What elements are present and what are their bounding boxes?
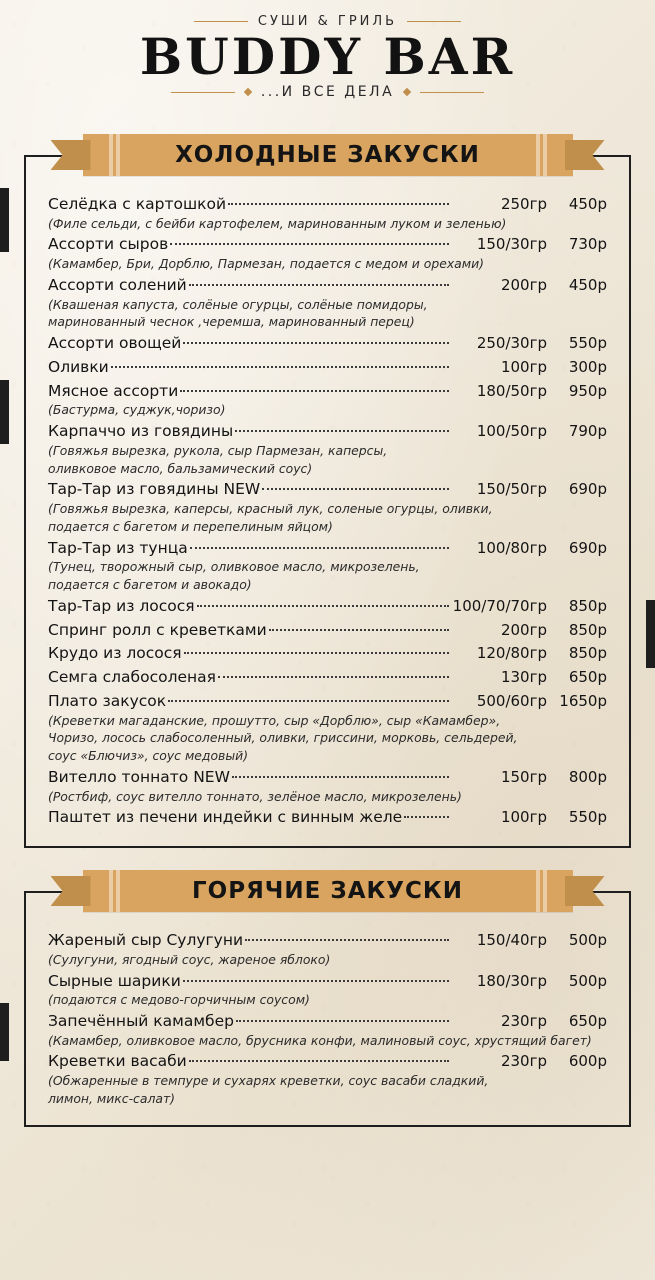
menu-item (48, 537, 607, 594)
item-description: (Тунец, творожный сыр, оливковое масло, микрозелень, (48, 559, 420, 575)
menu-item (48, 690, 607, 765)
leader-dots (269, 629, 449, 631)
item-name: Мясное ассорти (48, 381, 179, 400)
ribbon-notch (536, 870, 540, 912)
item-description: Чоризо, лосось слабосоленный, оливки, гриссини, морковь, сельдерей, (48, 730, 518, 746)
leader-dots (184, 652, 449, 654)
item-weight: 120/80гр (476, 644, 547, 663)
item-name: Плато закусок (48, 691, 167, 710)
leader-dots (228, 203, 449, 205)
item-price: 600р (568, 1052, 607, 1071)
ribbon-notch (543, 134, 547, 176)
item-weight: 230гр (500, 1011, 547, 1030)
page-edge-mark (0, 188, 9, 252)
item-name: Вителло тоннато NEW (48, 767, 230, 786)
item-weight: 100/70/70гр (452, 596, 547, 615)
item-name: Ассорти сыров (48, 235, 169, 254)
item-name: Тар-Тар из говядины NEW (48, 480, 261, 499)
section-banner (24, 134, 631, 176)
item-weight: 150/40гр (476, 931, 547, 950)
item-name: Ассорти солений (48, 275, 187, 294)
section-title: ХОЛОДНЫЕ ЗАКУСКИ (175, 142, 480, 168)
item-weight: 250/30гр (476, 334, 547, 353)
ribbon-notch (543, 870, 547, 912)
item-weight: 150гр (500, 767, 547, 786)
item-description: (Сулугуни, ягодный соус, жареное яблоко) (48, 951, 331, 967)
menu-item (48, 1010, 607, 1049)
menu-item (48, 478, 607, 535)
item-price: 300р (568, 357, 607, 376)
section-banner (24, 870, 631, 912)
item-name: Тар-Тар из тунца (48, 538, 188, 557)
item-description: (Камамбер, Бри, Дорблю, Пармезан, подается с медом и орехами) (48, 256, 484, 272)
item-price: 950р (568, 381, 607, 400)
menu-item (48, 380, 607, 419)
leader-dots (111, 366, 449, 368)
ribbon-notch (109, 870, 113, 912)
item-description: (Обжаренные в темпуре и сухарях креветки, соус васаби сладкий, (48, 1073, 489, 1089)
brand-name: BUDDY BAR (139, 27, 516, 86)
leader-dots (170, 243, 449, 245)
item-weight: 130гр (500, 668, 547, 687)
leader-dots (168, 700, 449, 702)
menu-item (48, 666, 607, 689)
item-name: Семга слабосоленая (48, 668, 216, 687)
leader-dots (190, 547, 449, 549)
menu-item (48, 642, 607, 665)
item-name: Паштет из печени индейки с винным желе (48, 808, 403, 827)
item-name: Жареный сыр Сулугуни (48, 931, 244, 950)
page-edge-mark (0, 380, 9, 444)
menu-section-hot-appetizers (24, 870, 631, 1127)
menu-item (48, 332, 607, 355)
menu-item (48, 595, 607, 618)
divider-line-left (171, 92, 235, 93)
menu-item (48, 1050, 607, 1107)
item-description: подается с багетом и авокадо) (48, 577, 252, 593)
item-price: 690р (568, 538, 607, 557)
item-price: 850р (568, 644, 607, 663)
item-description: (Креветки магаданские, прошутто, сыр «Дорблю», сыр «Камамбер», (48, 712, 501, 728)
item-name: Крудо из лосося (48, 644, 182, 663)
section-title: ГОРЯЧИЕ ЗАКУСКИ (192, 878, 463, 905)
brand-tagline-top: СУШИ & ГРИЛЬ (257, 14, 398, 29)
item-description: (Говяжья вырезка, каперсы, красный лук, соленые огурцы, оливки, (48, 501, 493, 517)
divider-line-right (420, 92, 484, 93)
item-weight: 200гр (500, 620, 547, 639)
item-weight: 150/50гр (476, 480, 547, 499)
page-edge-mark (646, 600, 655, 668)
page-edge-mark (0, 1003, 9, 1061)
menu-item (48, 233, 607, 272)
ribbon-notch (116, 134, 120, 176)
menu-section-cold-appetizers (24, 134, 631, 848)
item-name: Оливки (48, 357, 109, 376)
leader-dots (189, 284, 449, 286)
leader-dots (235, 430, 449, 432)
item-weight: 230гр (500, 1052, 547, 1071)
item-name: Тар-Тар из лосося (48, 596, 195, 615)
item-description: лимон, микс-салат) (48, 1090, 176, 1106)
item-name: Креветки васаби (48, 1052, 187, 1071)
brand-header (0, 0, 655, 100)
section-ribbon (83, 134, 573, 176)
item-description: (Бастурма, суджук,чоризо) (48, 402, 226, 418)
item-weight: 100/50гр (476, 422, 547, 441)
leader-dots (180, 390, 449, 392)
item-price: 450р (568, 275, 607, 294)
menu-item (48, 356, 607, 379)
divider-line-left (194, 21, 248, 22)
item-description: (Квашеная капуста, солёные огурцы, солёные помидоры, (48, 296, 428, 312)
item-price: 650р (568, 1011, 607, 1030)
item-price: 850р (568, 596, 607, 615)
brand-tagline-bottom-row (0, 84, 655, 100)
item-weight: 180/30гр (476, 971, 547, 990)
item-price: 790р (568, 422, 607, 441)
item-price: 730р (568, 235, 607, 254)
leader-dots (404, 816, 449, 818)
ribbon-notch (109, 134, 113, 176)
ribbon-notch (116, 870, 120, 912)
item-price: 500р (568, 931, 607, 950)
item-name: Карпаччо из говядины (48, 422, 234, 441)
item-description: маринованный чеснок ,черемша, маринованный перец) (48, 314, 415, 330)
menu-item (48, 970, 607, 1009)
leader-dots (262, 488, 449, 490)
item-price: 690р (568, 480, 607, 499)
item-name: Сырные шарики (48, 971, 181, 990)
item-price: 450р (568, 195, 607, 213)
leader-dots (197, 605, 449, 607)
leader-dots (183, 980, 449, 982)
menu-item (48, 193, 607, 232)
brand-tagline-bottom: ...И ВСЕ ДЕЛА (260, 84, 395, 100)
section-body (24, 891, 631, 1127)
menu-item (48, 420, 607, 477)
menu-item (48, 929, 607, 968)
item-name: Запечённый камамбер (48, 1011, 234, 1030)
item-weight: 150/30гр (476, 235, 547, 254)
item-description: (Ростбиф, соус вителло тоннато, зелёное масло, микрозелень) (48, 788, 462, 804)
item-description: (Говяжья вырезка, рукола, сыр Пармезан, каперсы, (48, 442, 388, 458)
menu-item (48, 274, 607, 331)
item-price: 550р (568, 334, 607, 353)
section-body (24, 155, 631, 848)
leader-dots (189, 1060, 449, 1062)
menu-item (48, 619, 607, 642)
leader-dots (236, 1020, 449, 1022)
item-weight: 180/50гр (476, 381, 547, 400)
item-price: 650р (568, 668, 607, 687)
item-weight: 500/60гр (476, 691, 547, 710)
item-price: 800р (568, 767, 607, 786)
item-weight: 100гр (500, 808, 547, 827)
item-price: 500р (568, 971, 607, 990)
item-weight: 100/80гр (476, 538, 547, 557)
diamond-icon (244, 88, 252, 96)
item-name: Селёдка с картошкой (48, 195, 227, 213)
item-description: (подаются с медово-горчичным соусом) (48, 992, 310, 1008)
leader-dots (232, 776, 449, 778)
item-description: (Филе сельди, с бейби картофелем, маринованным луком и зеленью) (48, 215, 507, 231)
leader-dots (183, 342, 449, 344)
item-description: подается с багетом и перепелиным яйцом) (48, 518, 333, 534)
item-name: Спринг ролл с креветками (48, 620, 267, 639)
leader-dots (245, 939, 449, 941)
ribbon-notch (536, 134, 540, 176)
divider-line-right (407, 21, 461, 22)
item-description: оливковое масло, бальзамический соус) (48, 460, 313, 476)
section-ribbon (83, 870, 573, 912)
diamond-icon (403, 88, 411, 96)
item-price: 1650р (559, 691, 607, 710)
menu-item (48, 806, 607, 829)
menu-item (48, 766, 607, 805)
item-weight: 100гр (500, 357, 547, 376)
item-price: 550р (568, 808, 607, 827)
item-price: 850р (568, 620, 607, 639)
leader-dots (218, 676, 449, 678)
item-weight: 200гр (500, 275, 547, 294)
item-description: соус «Блючиз», соус медовый) (48, 748, 249, 764)
item-description: (Камамбер, оливковое масло, брусника конфи, малиновый соус, хрустящий багет) (48, 1032, 592, 1048)
item-name: Ассорти овощей (48, 334, 182, 353)
item-weight: 250гр (500, 195, 547, 213)
